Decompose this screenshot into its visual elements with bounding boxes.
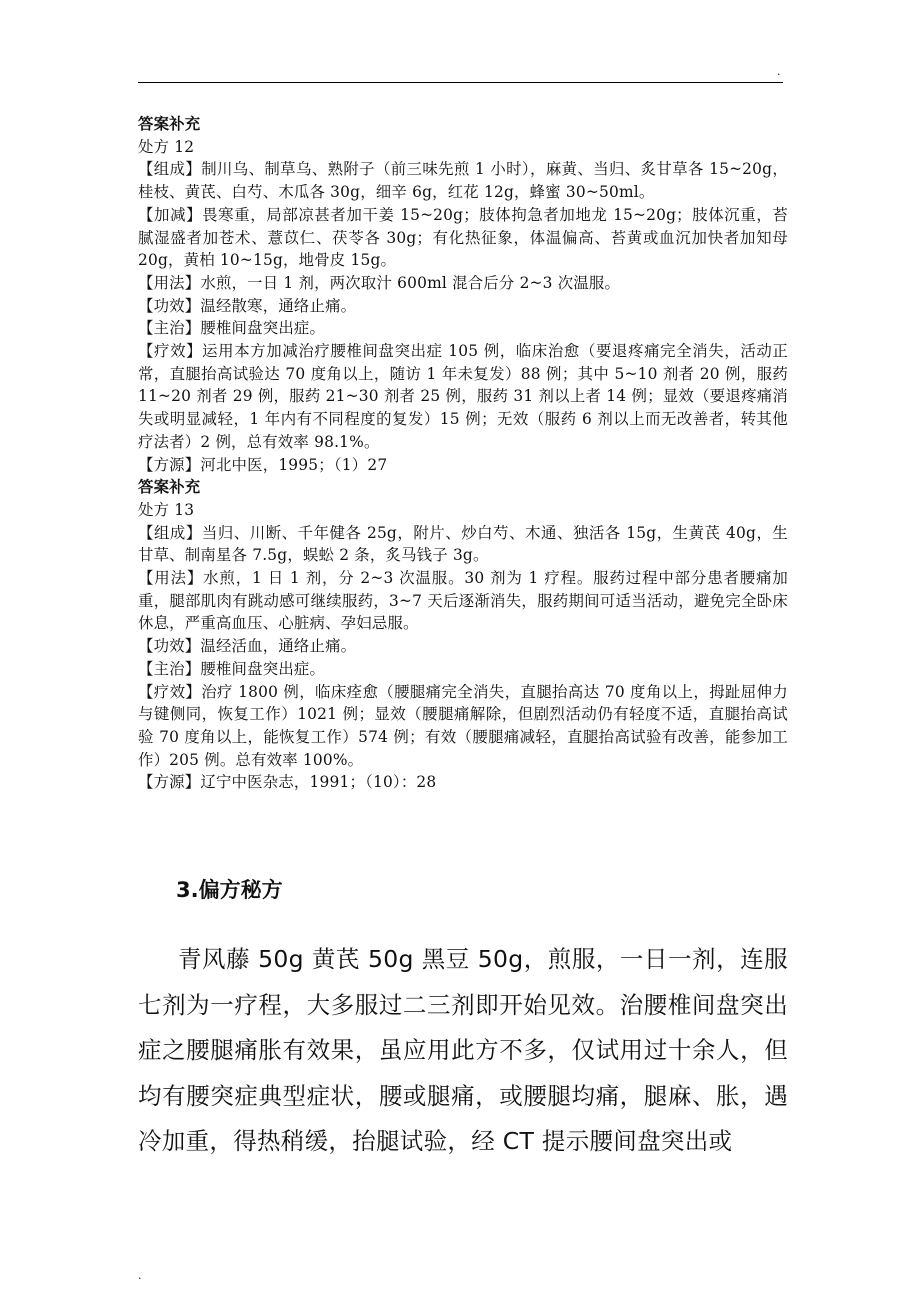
rx13-indication: 【主治】腰椎间盘突出症。 [138, 659, 326, 678]
answer-supplement-heading: 答案补充 [138, 115, 201, 133]
rx13-usage: 【用法】水煎，1 日 1 剂，分 2~3 次温服。30 剂为 1 疗程。服药过程中部分患者腰痛加重，腿部肌肉有跳动感可继续服药，3~7 天后逐渐消失，服药期间可适当活动，避免完全卧床休息，严重高血压、心脏病、孕妇忌服。 [138, 569, 788, 633]
section-3-title: 3.偏方秘方 [176, 878, 283, 902]
rx12-usage: 【用法】水煎，一日 1 剂，两次取汁 600ml 混合后分 2~3 次温服。 [138, 273, 621, 292]
rx12-efficacy: 【疗效】运用本方加减治疗腰椎间盘突出症 105 例，临床治愈（要退疼痛完全消失，活动正常，直腿抬高试验达 70 度角以上，随访 1 年未复发）88 例；其中 5~10 剂者 20 例，服药 11~20 剂者 29 例，服药 21~30 剂者 25 例，服药 31 剂以上者 14 例；显效（要退疼痛消失或明显减轻，1 年内有不同程度的复发）15 例；无效（服药 6 剂以上而无改善者，转其他疗法者）2 例，总有效率 98.1%。 [138, 342, 788, 451]
answer-supplement-heading: 答案补充 [138, 478, 201, 497]
rx13-efficacy: 【疗效】治疗 1800 例，临床痊愈（腰腿痛完全消失，直腿抬高达 70 度角以上，拇趾屈伸力与键侧同，恢复工作）1021 例；显效（腰腿痛解除，但剧烈活动仍有轻度不适，直腿抬高试验 70 度角以上，能恢复工作）574 例；有效（腰腿痛减轻，直腿抬高试验有改善，能参加工作）205 例。总有效率 100%。 [138, 682, 788, 769]
rx13-composition: 【组成】当归、川断、千年健各 25g，附片、炒白芍、木通、独活各 15g，生黄芪 40g，生甘草、制南星各 7.5g，蜈蚣 2 条，炙马钱子 3g。 [138, 523, 788, 565]
folk-remedy-paragraph: 青风藤 50g 黄芪 50g 黑豆 50g，煎服，一日一剂，连服七剂为一疗程，大多服过二三剂即开始见效。治腰椎间盘突出症之腰腿痛胀有效果，虽应用此方不多，仅试用过十余人，但均有腰突症典型症状，腰或腿痛，或腰腿均痛，腿麻、胀，遇冷加重，得热稍缓，抬腿试验，经 CT 提示腰间盘突出或 [138, 945, 788, 1156]
rx12-indication: 【主治】腰椎间盘突出症。 [138, 319, 326, 338]
rx12-effect: 【功效】温经散寒，通络止痛。 [138, 296, 357, 315]
prescription-12-title: 处方 12 [138, 137, 195, 156]
rx13-effect: 【功效】温经活血，通络止痛。 [138, 637, 357, 656]
rx12-composition: 【组成】制川乌、制草乌、熟附子（前三味先煎 1 小时），麻黄、当归、炙甘草各 15~20g，桂枝、黄芪、白芍、木瓜各 30g，细辛 6g，红花 12g，蜂蜜 30~50ml。 [138, 160, 788, 202]
rx12-modification: 【加减】畏寒重，局部凉甚者加干姜 15~20g；肢体拘急者加地龙 15~20g；肢体沉重，苔腻湿盛者加苍术、薏苡仁、茯苓各 30g；有化热征象，体温偏高、苔黄或血沉加快者加知母 20g，黄柏 10~15g，地骨皮 15g。 [138, 205, 788, 270]
rx13-source: 【方源】辽宁中医杂志，1991；（10）：28 [138, 773, 437, 792]
header-rule [138, 82, 783, 83]
prescription-section [138, 113, 788, 794]
footer-dot: . [138, 1269, 142, 1282]
prescription-13-title: 处方 13 [138, 500, 195, 519]
header-dot: . [777, 65, 781, 78]
rx12-source: 【方源】河北中医，1995；（1）27 [138, 455, 388, 474]
